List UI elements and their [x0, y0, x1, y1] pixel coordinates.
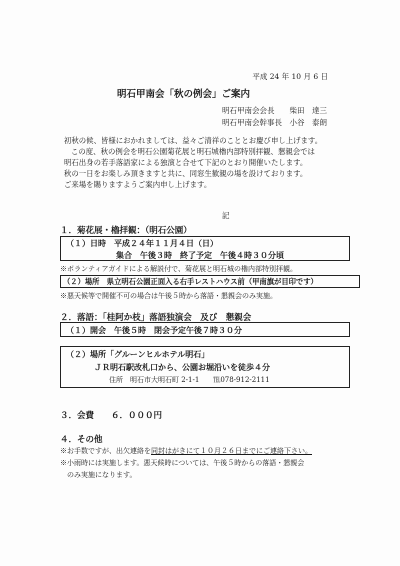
greeting-line-4: 秋の一日をお楽しみ頂きますと共に、同窓生歓親の場を設けております。 — [64, 169, 308, 178]
section4-note-2: ※小雨時には実施します。悪天候時については、午後５時からの落語・懇親会 — [60, 459, 305, 467]
section3-fee: ３．会費 ６．０００円 — [60, 411, 163, 421]
section1-heading: １．菊花展・櫓拝観：（明石公園） — [60, 226, 192, 236]
section1-time: 集合 午後３時 終了予定 午後４時３０分頃 — [116, 251, 284, 260]
section2-address: 住所 明石市大明石町 2-1-1 ℡078-912-2111 — [109, 376, 270, 384]
section4-heading: ４．その他 — [60, 435, 103, 445]
section1-date: （１）日時 平成２４年１１月４日（日） — [66, 239, 218, 248]
ki-marker: 記 — [222, 211, 230, 220]
section2-heading: ２．落語：「桂阿か枝」落語独演会 及び 懇親会 — [60, 313, 252, 323]
greeting-line-2: この度、秋の例会を明石公園菊花展と明石城櫓内部特別拝観、懇親会では — [71, 147, 315, 156]
section2-place: （２）場所「グルーンヒルホテル明石」 — [66, 350, 210, 359]
sender-secretary: 明石甲南会幹事長 小谷 泰朗 — [222, 118, 327, 127]
section4-note-1 — [60, 446, 312, 456]
section1-note-1: ※ボランティアガイドによる解説付で、菊花展と明石城の櫓内部特別拝観。 — [60, 265, 298, 273]
section1-note-2: ※悪天候等で開催不可の場合は午後５時から落語・懇親会のみ実施。 — [60, 292, 277, 300]
document-title: 明石甲南会「秋の例会」ご案内 — [117, 89, 251, 100]
section1-place: （２）場所 県立明石公園正面入る右手レストハウス前（甲南旗が目印です） — [63, 277, 318, 286]
greeting-line-5: ご来場を賜りますようご案内申し上げます。 — [64, 180, 212, 189]
section2-time: （１）開会 午後５時 閉会予定午後７時３０分 — [66, 326, 242, 335]
document-date: 平成 24 年 10 月 6 日 — [252, 72, 328, 81]
sender-president: 明石甲南会会長 柴田 達三 — [222, 106, 327, 115]
section4-rsvp-deadline: 同封はがきにて１０月２６日までにご連絡下さい。 — [151, 447, 312, 455]
greeting-line-1: 初秋の候、皆様におかれましては、益々ご清祥のこととお慶び申し上げます。 — [64, 136, 323, 145]
section2-directions: ＪＲ明石駅改札口から、公園お堀沿いを徒歩４分 — [94, 363, 270, 372]
greeting-line-3: 明石出身の若手落語家による独演と合せて下記のとおり開催いたします。 — [64, 158, 308, 167]
section4-note-3: のみ実施になります。 — [67, 471, 137, 479]
section4-note-1-prefix: ※お手数ですが、出欠連絡を — [60, 447, 151, 455]
